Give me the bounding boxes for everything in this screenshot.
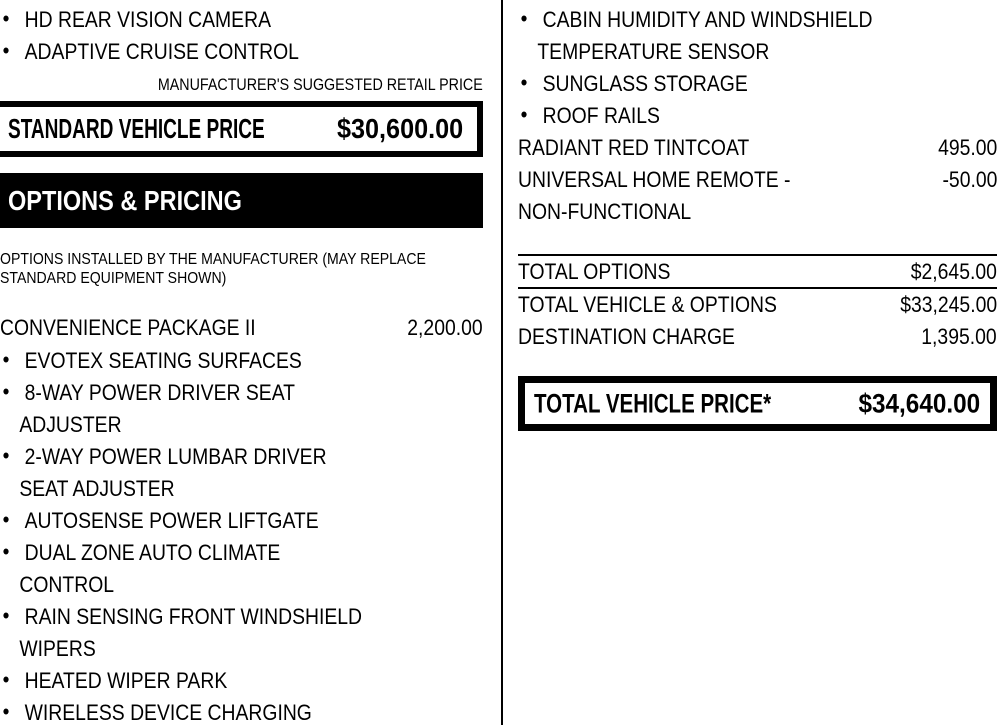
total-label: DESTINATION CHARGE (518, 324, 735, 349)
package-feature-item: • DUAL ZONE AUTO CLIMATE CONTROL (0, 537, 363, 601)
package-feature-item: • AUTOSENSE POWER LIFTGATE (0, 505, 363, 537)
package-name: CONVENIENCE PACKAGE II (0, 315, 256, 340)
package-features-list (0, 341, 412, 725)
package-feature-item: • EVOTEX SEATING SURFACES (0, 345, 363, 377)
totals-table (518, 254, 997, 353)
right-column (518, 0, 997, 431)
package-price: 2,200.00 (407, 315, 483, 340)
options-pricing-banner (0, 173, 483, 228)
options-installed-note (0, 250, 483, 288)
package-row (0, 314, 483, 341)
package-feature-item: • 8-WAY POWER DRIVER SEAT ADJUSTER (0, 377, 363, 441)
standard-feature-item: • ADAPTIVE CRUISE CONTROL (0, 36, 363, 68)
destination-charge-row (518, 321, 997, 353)
package-features-continued-list (518, 0, 997, 132)
option-name: RADIANT RED TINTCOAT (518, 135, 750, 160)
package-feature-item: • SUNGLASS STORAGE (518, 68, 940, 100)
column-divider (501, 0, 503, 725)
options-pricing-banner-title: OPTIONS & PRICING (8, 185, 242, 216)
option-name: UNIVERSAL HOME REMOTE - NON-FUNCTIONAL (518, 167, 791, 224)
left-column (0, 0, 483, 725)
standard-vehicle-price-box (0, 101, 483, 157)
package-feature-item: • RAIN SENSING FRONT WINDSHIELD WIPERS (0, 601, 363, 665)
package-feature-item: • ROOF RAILS (518, 100, 940, 132)
total-vehicle-price-label: TOTAL VEHICLE PRICE* (534, 388, 772, 418)
total-vehicle-price-box (518, 376, 997, 431)
package-feature-item: • 2-WAY POWER LUMBAR DRIVER SEAT ADJUSTER (0, 441, 363, 505)
package-feature-item: • CABIN HUMIDITY AND WINDSHIELD TEMPERATURE SENSOR (518, 4, 940, 68)
package-feature-item: • HEATED WIPER PARK (0, 665, 363, 697)
total-label: TOTAL VEHICLE & OPTIONS (518, 292, 777, 317)
msrp-caption-text: MANUFACTURER'S SUGGESTED RETAIL PRICE (158, 75, 483, 94)
total-value: 1,395.00 (921, 324, 997, 349)
total-label: TOTAL OPTIONS (518, 259, 671, 284)
total-value: $2,645.00 (910, 259, 997, 284)
total-vehicle-options-row (518, 289, 997, 321)
standard-feature-item: • HD REAR VISION CAMERA (0, 4, 363, 36)
total-vehicle-price-value: $34,640.00 (858, 388, 980, 418)
option-row (518, 164, 997, 228)
option-price: 495.00 (937, 135, 997, 160)
standard-price-value: $30,600.00 (336, 113, 463, 144)
total-value: $33,245.00 (900, 292, 997, 317)
standard-price-label: STANDARD VEHICLE PRICE (8, 113, 265, 144)
package-feature-item: • WIRELESS DEVICE CHARGING (0, 697, 363, 725)
total-options-row (518, 256, 997, 289)
options-note-line: OPTIONS INSTALLED BY THE MANUFACTURER (MAY REPLACE (0, 251, 426, 268)
option-row (518, 132, 997, 164)
option-price: -50.00 (942, 167, 997, 192)
options-note-line: STANDARD EQUIPMENT SHOWN) (0, 270, 227, 287)
standard-features-list (0, 0, 412, 68)
msrp-caption (0, 76, 483, 93)
